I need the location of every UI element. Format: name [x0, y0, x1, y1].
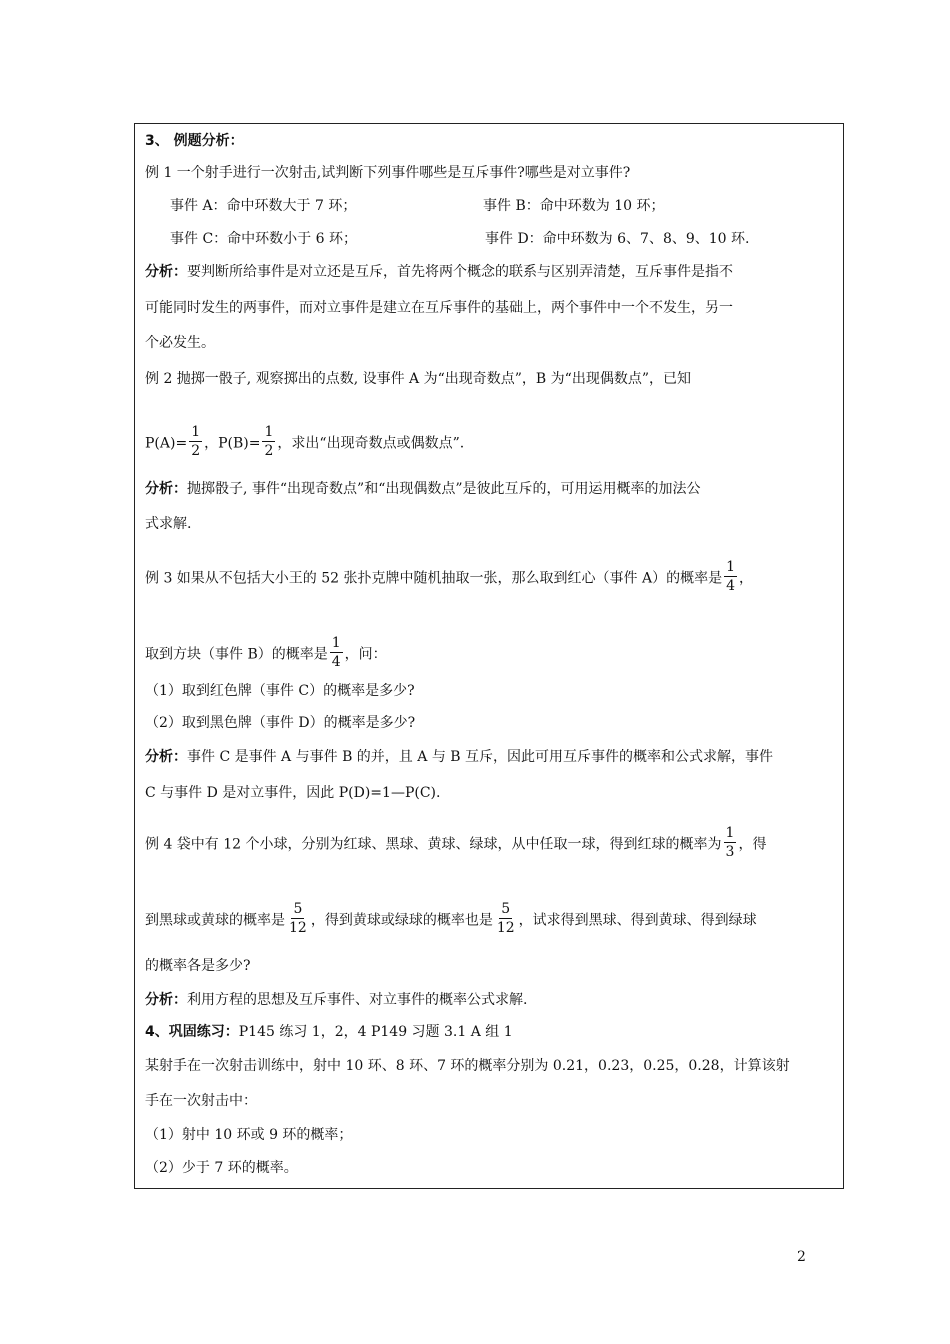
analysis2-line1: 分析：抛掷骰子, 事件“出现奇数点”和“出现偶数点”是彼此互斥的，可用运用概率的加法公 — [145, 481, 701, 497]
analysis-label: 分析： — [145, 264, 187, 280]
event-b: 事件 B：命中环数为 10 环； — [483, 198, 665, 214]
fraction-five-twelfths: $\frac{5}{12}$ — [289, 901, 307, 936]
example1-text: 例 1 一个射手进行一次射击,试判断下列事件哪些是互斥事件?哪些是对立事件? — [145, 165, 631, 181]
example2-line1: 例 2 抛掷一骰子, 观察掷出的点数, 设事件 A 为“出现奇数点”，B 为“出现偶数点”，已知 — [145, 371, 691, 387]
analysis4-line1: 分析：利用方程的思想及互斥事件、对立事件的概率公式求解. — [145, 992, 528, 1008]
example4-line2: 到黑球或黄球的概率是 $\frac{5}{12}$ ，得到黄球或绿球的概率也是 $\frac{5}{12}$ ，试求得到黑球、得到黄球、得到绿球 — [145, 901, 757, 936]
fraction-five-twelfths: $\frac{5}{12}$ — [496, 901, 515, 936]
example3-q1: （1）取到红色牌（事件 C）的概率是多少? — [145, 683, 415, 699]
section4-refs: P145 练习 1，2，4 P149 习题 3.1 A 组 1 — [238, 1024, 513, 1040]
section4-heading: 4、巩固练习： — [145, 1024, 239, 1040]
section4-q1: （1）射中 10 环或 9 环的概率； — [145, 1127, 353, 1143]
section4-heading-line — [145, 1022, 513, 1042]
example4-line1: 例 4 袋中有 12 个小球，分别为红球、黑球、黄球、绿球，从中任取一球，得到红球的概率为 $\frac{1}{3}$ ，得 — [145, 825, 767, 860]
example2-line2: P(A)= $\frac{1}{2}$ ，P(B)= $\frac{1}{2}$ ，求出“出现奇数点或偶数点”. — [145, 424, 465, 459]
fraction-one-half: $\frac{1}{2}$ — [191, 424, 201, 459]
example4-line3: 的概率各是多少? — [145, 958, 251, 974]
analysis1-line1: 分析：要判断所给事件是对立还是互斥，首先将两个概念的联系与区别弄清楚，互斥事件是指不 — [145, 264, 733, 280]
event-d: 事件 D：命中环数为 6、7、8、9、10 环. — [485, 231, 750, 247]
fraction-one-quarter: $\frac{1}{4}$ — [726, 559, 736, 594]
analysis2-line2: 式求解. — [145, 516, 192, 532]
analysis3-line2: C 与事件 D 是对立事件，因此 P(D)=1—P(C). — [145, 785, 441, 801]
event-a: 事件 A：命中环数大于 7 环； — [170, 198, 357, 214]
analysis1-line2: 可能同时发生的两事件，而对立事件是建立在互斥事件的基础上，两个事件中一个不发生，另一 — [145, 300, 733, 316]
fraction-one-quarter: $\frac{1}{4}$ — [331, 635, 341, 670]
page-number: 2 — [797, 1249, 806, 1265]
section4-line2: 手在一次射击中： — [145, 1093, 257, 1109]
event-c: 事件 C：命中环数小于 6 环； — [170, 231, 357, 247]
section4-line1: 某射手在一次射击训练中，射中 10 环、8 环、7 环的概率分别为 0.21，0.23，0.25，0.28，计算该射 — [145, 1058, 790, 1074]
section4-q2: （2）少于 7 环的概率。 — [145, 1160, 298, 1176]
example3-line2: 取到方块（事件 B）的概率是 $\frac{1}{4}$ ，问： — [145, 635, 387, 670]
example3-q2: （2）取到黑色牌（事件 D）的概率是多少? — [145, 715, 416, 731]
example3-line1: 例 3 如果从不包括大小王的 52 张扑克牌中随机抽取一张，那么取到红心（事件 A）的概率是 $\frac{1}{4}$ ， — [145, 559, 754, 594]
fraction-one-half: $\frac{1}{2}$ — [264, 424, 274, 459]
analysis3-line1: 分析：事件 C 是事件 A 与事件 B 的并，且 A 与 B 互斥，因此可用互斥事件的概率和公式求解，事件 — [145, 749, 774, 765]
section3-heading: 3、 例题分析： — [145, 133, 244, 149]
fraction-one-third: $\frac{1}{3}$ — [725, 825, 735, 860]
analysis1-line3: 个必发生。 — [145, 335, 215, 351]
